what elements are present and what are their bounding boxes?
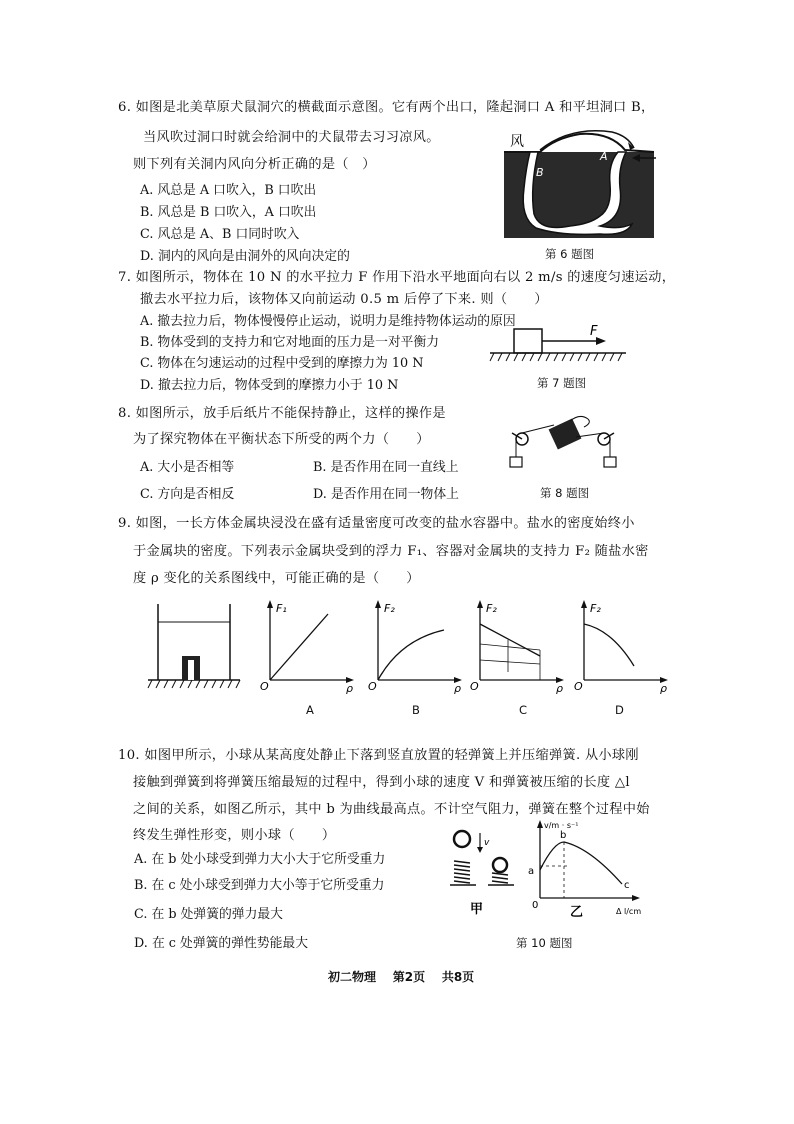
q10-point-a: a [528,866,535,877]
q10-caption: 第 10 题图 [516,936,573,950]
q9-graph-a-xlabel: ρ [346,682,353,695]
q10-point-b: b [560,830,567,841]
q9-line2: 于金属块的密度。下列表示金属块受到的浮力 F₁、容器对金属块的支持力 F₂ 随盐水密 [133,544,649,559]
q10-velocity-graph [520,818,650,918]
q10-line1: 10. 如图甲所示，小球从某高度处静止下落到竖直放置的轻弹簧上并压缩弹簧. 从小球刚 [118,748,639,763]
q7-option-d: D. 撤去拉力后，物体受到的摩擦力小于 10 N [140,378,399,393]
q9-graph-a-letter: A [306,703,314,717]
q10-point-c: c [624,880,630,891]
q9-line1: 9. 如图，一长方体金属块浸没在盛有适量密度可改变的盐水容器中。盐水的密度始终小 [118,516,635,531]
q6-option-d: D. 洞内的风向是由洞外的风向决定的 [140,249,350,264]
q10-v-axis-label: v/m · s⁻¹ [544,821,579,830]
q7-force-label: F [590,324,598,339]
q10-line4: 终发生弹性形变，则小球（ ） [133,828,336,843]
q9-graph-c-ylabel: F₂ [486,602,497,615]
q9-container-figure [148,598,248,693]
q8-option-d: D. 是否作用在同一物体上 [313,487,459,502]
q9-graph-a-origin: O [260,680,269,693]
q10-jia-label: 甲 [470,902,484,917]
q10-option-a: A. 在 b 处小球受到弹力大小大于它所受重力 [134,852,386,867]
q10-spring-figure [448,825,528,915]
q8-option-b: B. 是否作用在同一直线上 [313,460,459,475]
footer-subject: 初二物理 [328,970,377,984]
q7-caption: 第 7 题图 [537,376,587,390]
q10-origin: 0 [532,900,539,911]
q7-block-figure [490,325,630,370]
q10-option-c: C. 在 b 处弹簧的弹力最大 [134,907,283,922]
q10-option-d: D. 在 c 处弹簧的弹性势能最大 [134,936,309,951]
q9-graph-a [258,600,358,695]
q9-graph-d-xlabel: ρ [660,682,667,695]
q6-line3: 则下列有关洞内风向分析正确的是（ ） [133,157,376,172]
footer-page: 第2页 [392,970,426,984]
footer-total: 共8页 [441,970,475,984]
q7-option-c: C. 物体在匀速运动的过程中受到的摩擦力为 10 N [140,356,424,371]
q9-graph-c-origin: O [470,680,479,693]
q6-caption: 第 6 题图 [545,247,595,261]
q10-line3: 之间的关系，如图乙所示，其中 b 为曲线最高点。不计空气阻力，弹簧在整个过程中始 [133,802,650,817]
q7-option-b: B. 物体受到的支持力和它对地面的压力是一对平衡力 [140,335,440,350]
q7-line2: 撤去水平拉力后，该物体又向前运动 0.5 m 后停了下来. 则（ ） [140,292,548,307]
q9-graph-b [366,600,466,695]
q6-line2: 当风吹过洞口时就会给洞中的犬鼠带去习习凉风。 [143,130,440,145]
q9-graph-d-origin: O [574,680,583,693]
q9-graph-b-ylabel: F₂ [384,602,395,615]
q9-graph-c-xlabel: ρ [556,682,563,695]
q8-caption: 第 8 题图 [540,486,590,500]
q10-v-label: v [484,838,490,848]
q9-graph-d-ylabel: F₂ [590,602,601,615]
footer [328,968,474,985]
q6-line1: 6. 如图是北美草原犬鼠洞穴的横截面示意图。它有两个出口，隆起洞口 A 和平坦洞口 B， [118,100,655,115]
q9-graph-c [468,600,568,695]
q9-graph-b-origin: O [368,680,377,693]
q9-graph-a-ylabel: F₁ [276,602,287,615]
q8-line2: 为了探究物体在平衡状态下所受的两个力（ ） [133,432,430,447]
q10-l-axis-label: Δ l/cm [616,907,642,916]
q6-option-b: B. 风总是 B 口吹入，A 口吹出 [140,205,317,220]
q9-line3: 度 ρ 变化的关系图线中，可能正确的是（ ） [133,571,420,586]
q6-wind-label: 风 [510,134,524,150]
q8-pulley-figure [508,413,628,478]
q8-option-a: A. 大小是否相等 [140,460,235,475]
q6-option-c: C. 风总是 A、B 口同时吹入 [140,227,300,242]
q8-option-c: C. 方向是否相反 [140,487,235,502]
q9-graph-b-letter: B [412,703,420,717]
q6-option-a: A. 风总是 A 口吹入，B 口吹出 [140,183,317,198]
q10-yi-label: 乙 [570,905,584,920]
q7-option-a: A. 撤去拉力后，物体慢慢停止运动，说明力是维持物体运动的原因 [140,314,516,329]
q9-graph-c-letter: C [519,703,528,717]
q9-graph-b-xlabel: ρ [454,682,461,695]
q10-option-b: B. 在 c 处小球受到弹力大小等于它所受重力 [134,878,385,893]
q10-line2: 接触到弹簧到将弹簧压缩最短的过程中，得到小球的速度 V 和弹簧被压缩的长度 △l [133,775,630,790]
q6-burrow-figure [500,128,660,238]
q7-line1: 7. 如图所示，物体在 10 N 的水平拉力 F 作用下沿水平地面向右以 2 m/s 的速度匀速运动， [118,270,676,285]
q9-graph-d-letter: D [615,703,624,717]
q8-line1: 8. 如图所示，放手后纸片不能保持静止，这样的操作是 [118,406,446,421]
q6-label-a: A [600,150,608,163]
q6-label-b: B [536,166,544,179]
q9-graph-d [572,600,672,695]
